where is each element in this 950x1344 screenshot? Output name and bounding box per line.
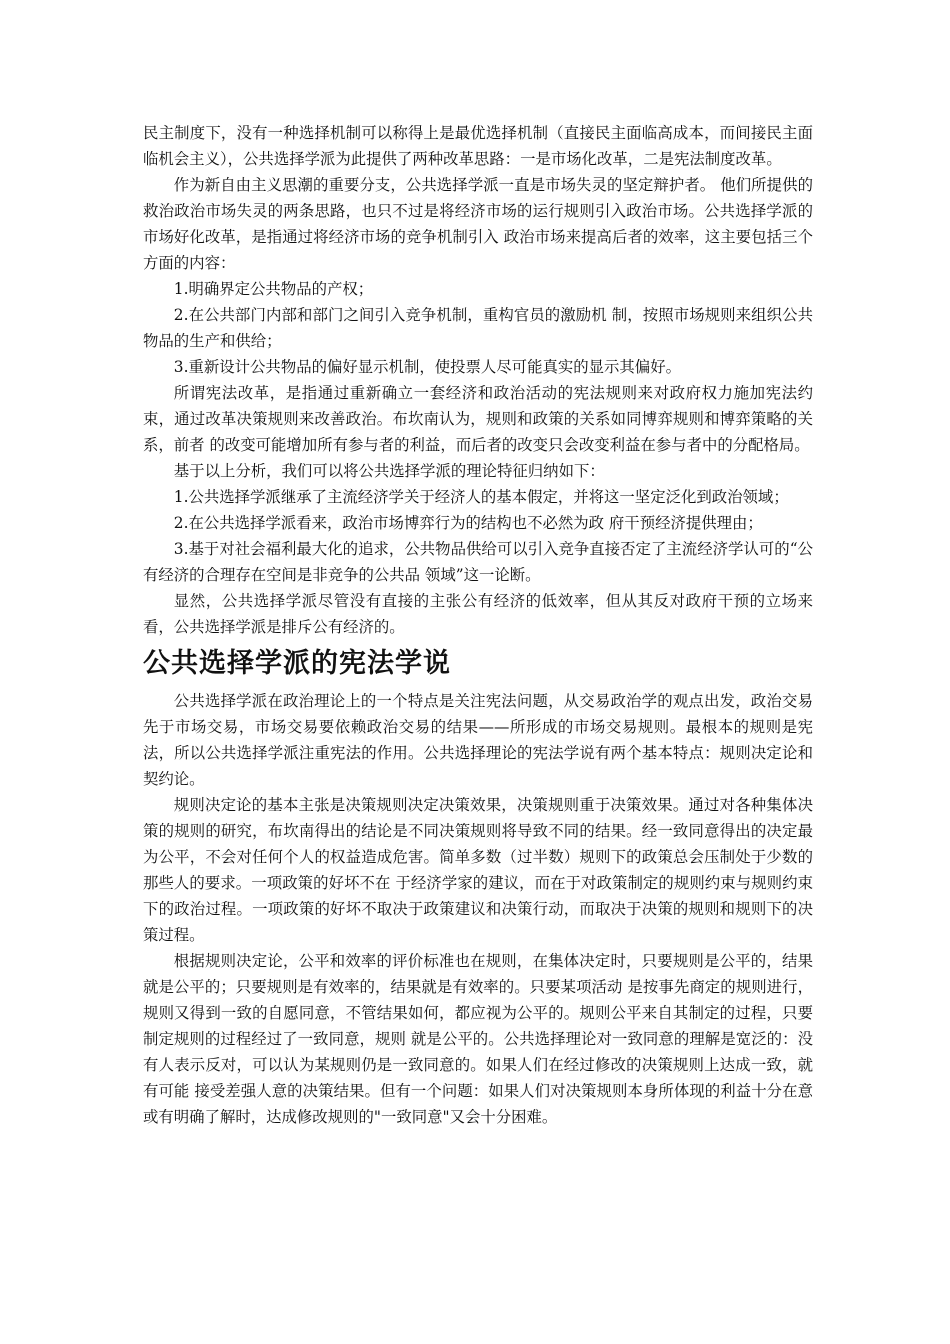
document-body [143, 120, 813, 1130]
list-item: 1.明确界定公共物品的产权； [173, 280, 374, 298]
list-item: 3.基于对社会福利最大化的追求，公共物品供给可以引入竞争直接否定了主流经济学认可的“公有经济的合理存在空间是非竞争的公共品 领域”这一论断。 [143, 540, 813, 584]
paragraph: 公共选择学派在政治理论上的一个特点是关注宪法问题，从交易政治学的观点出发，政治交易先于市场交易，市场交易要依赖政治交易的结果——所形成的市场交易规则。最根本的规则是宪法，所以公共选择学派注重宪法的作用。公共选择理论的宪法学说有两个基本特点：规则决定论和契约论。 [143, 692, 813, 788]
list-item: 2.在公共部门内部和部门之间引入竞争机制，重构官员的激励机 制，按照市场规则来组织公共物品的生产和供给； [143, 306, 813, 350]
paragraph: 基于以上分析，我们可以将公共选择学派的理论特征归纳如下： [173, 462, 605, 480]
paragraph: 所谓宪法改革，是指通过重新确立一套经济和政治活动的宪法规则来对政府权力施加宪法约束，通过改革决策规则来改善政治。布坎南认为，规则和政策的关系如同博弈规则和博弈策略的关系，前者 的改变可能增加所有参与者的利益，而后者的改变只会改变利益在参与者中的分配格局。 [143, 384, 813, 454]
paragraph: 显然，公共选择学派尽管没有直接的主张公有经济的低效率，但从其反对政府干预的立场来看，公共选择学派是排斥公有经济的。 [143, 592, 813, 636]
list-item: 1.公共选择学派继承了主流经济学关于经济人的基本假定，并将这一坚定泛化到政治领域； [173, 488, 789, 506]
paragraph: 规则决定论的基本主张是决策规则决定决策效果，决策规则重于决策效果。通过对各种集体决策的规则的研究，布坎南得出的结论是不同决策规则将导致不同的结果。经一致同意得出的决定最为公平，不会对任何个人的权益造成危害。简单多数（过半数）规则下的政策总会压制处于少数的那些人的要求。一项政策的好坏不在 于经济学家的建议，而在于对政策制定的规则约束与规则约束下的政治过程。一项政策的好坏不取决于政策建议和决策行动，而取决于决策的规则和规则下的决策过程。 [143, 796, 813, 944]
paragraph: 民主制度下，没有一种选择机制可以称得上是最优选择机制（直接民主面临高成本，而间接民主面临机会主义），公共选择学派为此提供了两种改革思路：一是市场化改革，二是宪法制度改革。 [143, 124, 813, 168]
section-heading: 公共选择学派的宪法学说 [143, 648, 451, 679]
paragraph: 作为新自由主义思潮的重要分支，公共选择学派一直是市场失灵的坚定辩护者。 他们所提供的救治政治市场失灵的两条思路，也只不过是将经济市场的运行规则引入政治市场。公共选择学派的市场好化改革，是指通过将经济市场的竞争机制引入 政治市场来提高后者的效率，这主要包括三个方面的内容： [143, 176, 813, 272]
list-item: 3.重新设计公共物品的偏好显示机制，使投票人尽可能真实的显示其偏好。 [173, 358, 681, 376]
paragraph: 根据规则决定论，公平和效率的评价标准也在规则，在集体决定时，只要规则是公平的，结果就是公平的；只要规则是有效率的，结果就是有效率的。只要某项活动 是按事先商定的规则进行，规则又得到一致的自愿同意，不管结果如何，都应视为公平的。规则公平来自其制定的过程，只要制定规则的过程经过了一致同意，规则 就是公平的。公共选择理论对一致同意的理解是宽泛的：没有人表示反对，可以认为某规则仍是一致同意的。如果人们在经过修改的决策规则上达成一致，就有可能 接受差强人意的决策结果。但有一个问题：如果人们对决策规则本身所体现的利益十分在意或有明确了解时，达成修改规则的"一致同意"又会十分困难。 [143, 952, 813, 1126]
list-item: 2.在公共选择学派看来，政治市场博弈行为的结构也不必然为政 府干预经济提供理由； [173, 514, 763, 532]
